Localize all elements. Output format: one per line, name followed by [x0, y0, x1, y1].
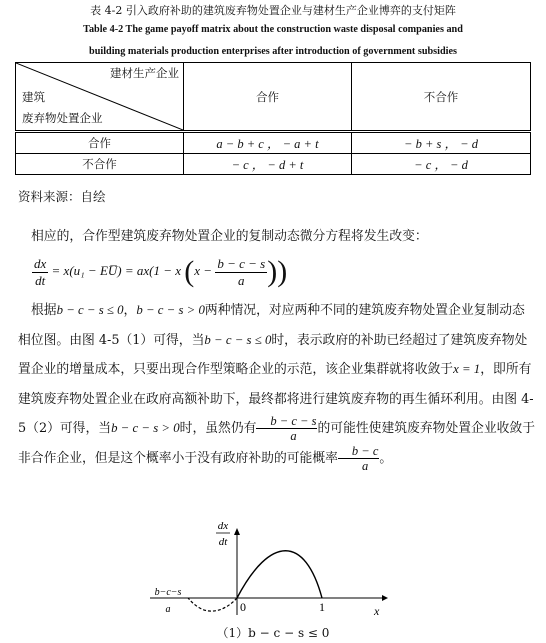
phase-diagram: [130, 515, 390, 623]
row-header-noncooperate: 不合作: [16, 154, 184, 175]
text-run: 根据: [31, 303, 57, 318]
inline-fraction-1: [256, 414, 317, 443]
inline-fraction-denominator: a: [290, 429, 297, 443]
equation-lhs-numerator: dx: [34, 255, 47, 271]
row-header-cooperate: 合作: [16, 132, 184, 154]
inline-fraction-numerator: b − c: [338, 444, 379, 459]
text-run: 时，表示政府的补助已经超过了建筑废弃物处置企业的增量成本，只要出现合作型策略企业的示范，该企业集群就将收敛于: [18, 332, 528, 377]
equation-rhs-numerator: b − c − s: [217, 255, 266, 271]
payoff-matrix-table: [15, 62, 531, 175]
source-note: 资料来源：自绘: [18, 189, 106, 204]
x-axis-arrow: [382, 595, 388, 601]
replicator-equation: [32, 255, 287, 289]
math-inline: b − c − s > 0: [136, 303, 205, 317]
payoff-cell: a − b + c ， − a + t: [184, 132, 352, 154]
math-inline: x = 1: [453, 362, 481, 376]
math-inline: b − c − s ≤ 0: [204, 332, 272, 347]
table-corner-cell: [16, 63, 184, 132]
inline-fraction-numerator: b − c − s: [256, 414, 317, 429]
text-run: 时，虽然仍有: [179, 421, 257, 436]
negative-root-numerator: b−c−s: [154, 587, 182, 598]
inline-fraction-2: [338, 444, 379, 473]
inline-fraction-denominator: a: [362, 458, 369, 473]
negative-root-denominator: a: [165, 604, 171, 615]
paragraph-analysis: [18, 296, 536, 473]
col-header-cooperate: 合作: [184, 63, 352, 132]
math-inline: b − c − s > 0: [111, 421, 180, 435]
y-label-denominator: dt: [218, 536, 228, 548]
text-run: 两种情况，对应两种不同的建筑废弃物处置企业复制动态相位图。由图 4-5（1）可得，当: [18, 303, 525, 348]
figure-caption: （1）b − c − s ≤ 0: [216, 626, 330, 640]
table-caption-en-line2: building materials production enterprises after introduction of government subsidies: [89, 46, 457, 57]
text-run: 。: [379, 450, 393, 466]
payoff-cell: − c ， − d + t: [184, 154, 352, 175]
text-run: ，: [123, 303, 137, 318]
payoff-cell: − b + s ， − d: [352, 132, 531, 154]
equation-lhs-fraction: [32, 256, 48, 289]
paragraph-intro: 相应的，合作型建筑废弃物处置企业的复制动态微分方程将发生改变：: [31, 229, 428, 244]
equation-rhs-fraction: [215, 256, 267, 289]
table-caption-cn: 表 4-2 引入政府补助的建筑废弃物处置企业与建材生产企业博弈的支付矩阵: [90, 4, 456, 17]
y-label-numerator: dx: [217, 520, 229, 532]
payoff-cell: − c ， − d: [352, 154, 531, 175]
text-run: ，即所有建筑废弃物处置企业在政府高额补助下，最终都将进行建筑废弃物的再生循环利用。由图 4-5（2）可得，当: [18, 362, 534, 436]
equation-lhs-denominator: dt: [35, 272, 46, 288]
equation-paren-open: (: [184, 255, 195, 288]
text-run: 的可能性使建筑废弃物处置企业收敛于非合作企业，但是这个概率小于没有政府补助的可能概率: [18, 421, 536, 466]
y-axis-arrow: [234, 528, 240, 535]
equation-rhs-denominator: a: [238, 272, 245, 288]
one-label: 1: [319, 600, 325, 614]
table-caption-en-line1: Table 4-2 The game payoff matrix about the construction waste disposal companies and: [83, 24, 463, 35]
phase-curve-dashed: [188, 598, 237, 611]
col-header-noncooperate: 不合作: [352, 63, 531, 132]
math-inline: b − c − s ≤ 0: [56, 303, 124, 317]
equation-middle: = x(u₁ − EU̅) = ax(1 − x: [51, 262, 182, 278]
corner-label-bottom: 废弃物处置企业: [22, 111, 103, 125]
equation-inner: x −: [194, 262, 213, 278]
equation-paren-close: )): [267, 255, 288, 288]
phase-curve-solid: [237, 551, 322, 598]
x-axis-label: x: [374, 604, 380, 618]
corner-label-top: 建材生产企业: [110, 66, 179, 80]
origin-label: 0: [240, 600, 246, 614]
corner-label-mid: 建筑: [22, 90, 45, 104]
